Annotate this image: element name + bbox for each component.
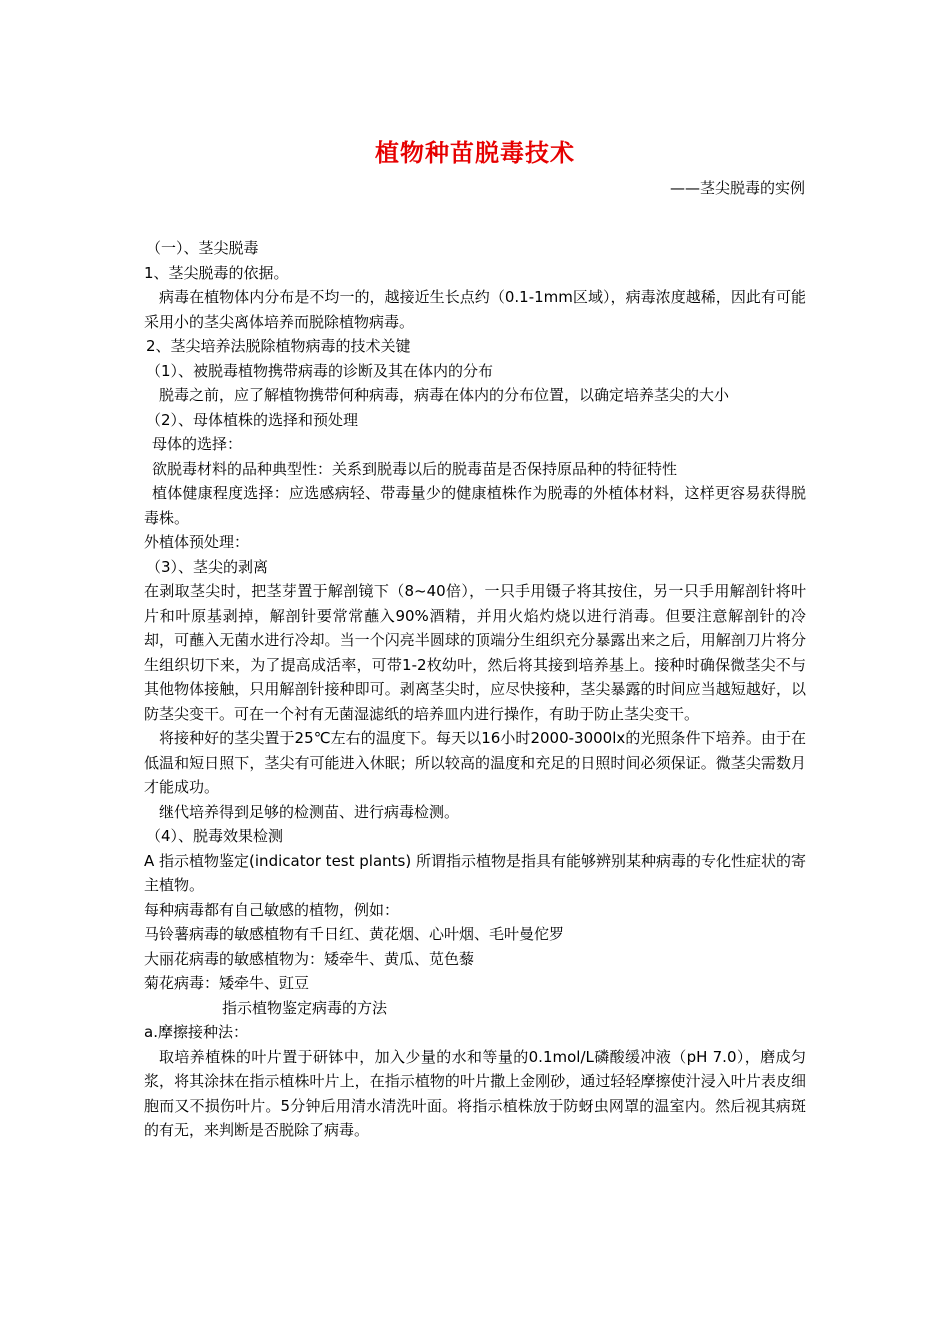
- paragraph: 病毒在植物体内分布是不均一的，越接近生长点约（0.1-1mm区域），病毒浓度越稀，因此有可能采用小的茎尖离体培养而脱除植物病毒。: [144, 288, 806, 331]
- subsection-heading: （4）、脱毒效果检测: [146, 827, 284, 845]
- paragraph: 植体健康程度选择：应选感病轻、带毒量少的健康植株作为脱毒的外植体材料，这样更容易获得脱毒株。: [144, 484, 806, 527]
- paragraph: 马铃薯病毒的敏感植物有千日红、黄花烟、心叶烟、毛叶曼佗罗: [144, 925, 565, 943]
- paragraph: 取培养植株的叶片置于研钵中，加入少量的水和等量的0.1mol/L磷酸缓冲液（pH 7.0），磨成匀浆，将其涂抹在指示植株叶片上，在指示植物的叶片撒上金刚砂，通过轻轻摩擦使汁浸入叶片表皮细胞而又不损伤叶片。5分钟后用清水清洗叶面。将指示植株放于防蚜虫网罩的温室内。然后视其病斑的有无，来判断是否脱除了病毒。: [144, 1047, 806, 1139]
- paragraph: 菊花病毒：矮牵牛、豇豆: [144, 974, 310, 992]
- paragraph: 将接种好的茎尖置于25℃左右的温度下。每天以16小时2000-3000lx的光照条件下培养。由于在低温和短日照下，茎尖有可能进入休眠；所以较高的温度和充足的日照时间必须保证。微茎尖需数月才能成功。: [144, 729, 806, 796]
- subsection-heading: （2）、母体植株的选择和预处理: [146, 410, 359, 429]
- subsection-heading: （3）、茎尖的剥离: [146, 557, 269, 576]
- paragraph: a.摩擦接种法：: [144, 1023, 248, 1041]
- paragraph: 外植体预处理：: [144, 533, 250, 551]
- subsection-heading: 2、茎尖培养法脱除植物病毒的技术关键: [146, 337, 411, 355]
- document-title: 植物种苗脱毒技术: [375, 139, 575, 167]
- subsection-heading: 1、茎尖脱毒的依据。: [144, 263, 289, 282]
- paragraph: 在剥取茎尖时，把茎芽置于解剖镜下（8~40倍），一只手用镊子将其按住，另一只手用解剖针将叶片和叶原基剥掉，解剖针要常常蘸入90%酒精，并用火焰灼烧以进行消毒。但要注意解剖针的冷却，可蘸入无菌水进行冷却。当一个闪亮半圆球的顶端分生组织充分暴露出来之后，用解剖刀片将分生组织切下来，为了提高成活率，可带1-2枚幼叶，然后将其接到培养基上。接种时确保微茎尖不与其他物体接触，只用解剖针接种即可。剥离茎尖时，应尽快接种，茎尖暴露的时间应当越短越好，以防茎尖变干。可在一个衬有无菌湿滤纸的培养皿内进行操作，有助于防止茎尖变干。: [144, 582, 806, 723]
- paragraph: 母体的选择：: [152, 435, 243, 453]
- paragraph: 大丽花病毒的敏感植物为：矮牵牛、黄瓜、苋色藜: [144, 949, 475, 968]
- paragraph: 每种病毒都有自己敏感的植物，例如：: [144, 900, 400, 919]
- paragraph: 欲脱毒材料的品种典型性：关系到脱毒以后的脱毒苗是否保持原品种的特征特性: [152, 459, 678, 478]
- paragraph: 指示植物鉴定病毒的方法: [222, 998, 388, 1017]
- subsection-heading: （1）、被脱毒植物携带病毒的诊断及其在体内的分布: [146, 361, 494, 380]
- paragraph: 继代培养得到足够的检测苗、进行病毒检测。: [159, 802, 460, 821]
- document-subtitle: ——茎尖脱毒的实例: [669, 179, 805, 197]
- paragraph: 脱毒之前，应了解植物携带何种病毒，病毒在体内的分布位置，以确定培养茎尖的大小: [159, 386, 730, 404]
- document-body: [144, 236, 806, 1143]
- paragraph: A 指示植物鉴定(indicator test plants) 所谓指示植物是指具有能够辨别某种病毒的专化性症状的寄主植物。: [144, 851, 806, 894]
- section-heading: （一）、茎尖脱毒: [146, 239, 259, 257]
